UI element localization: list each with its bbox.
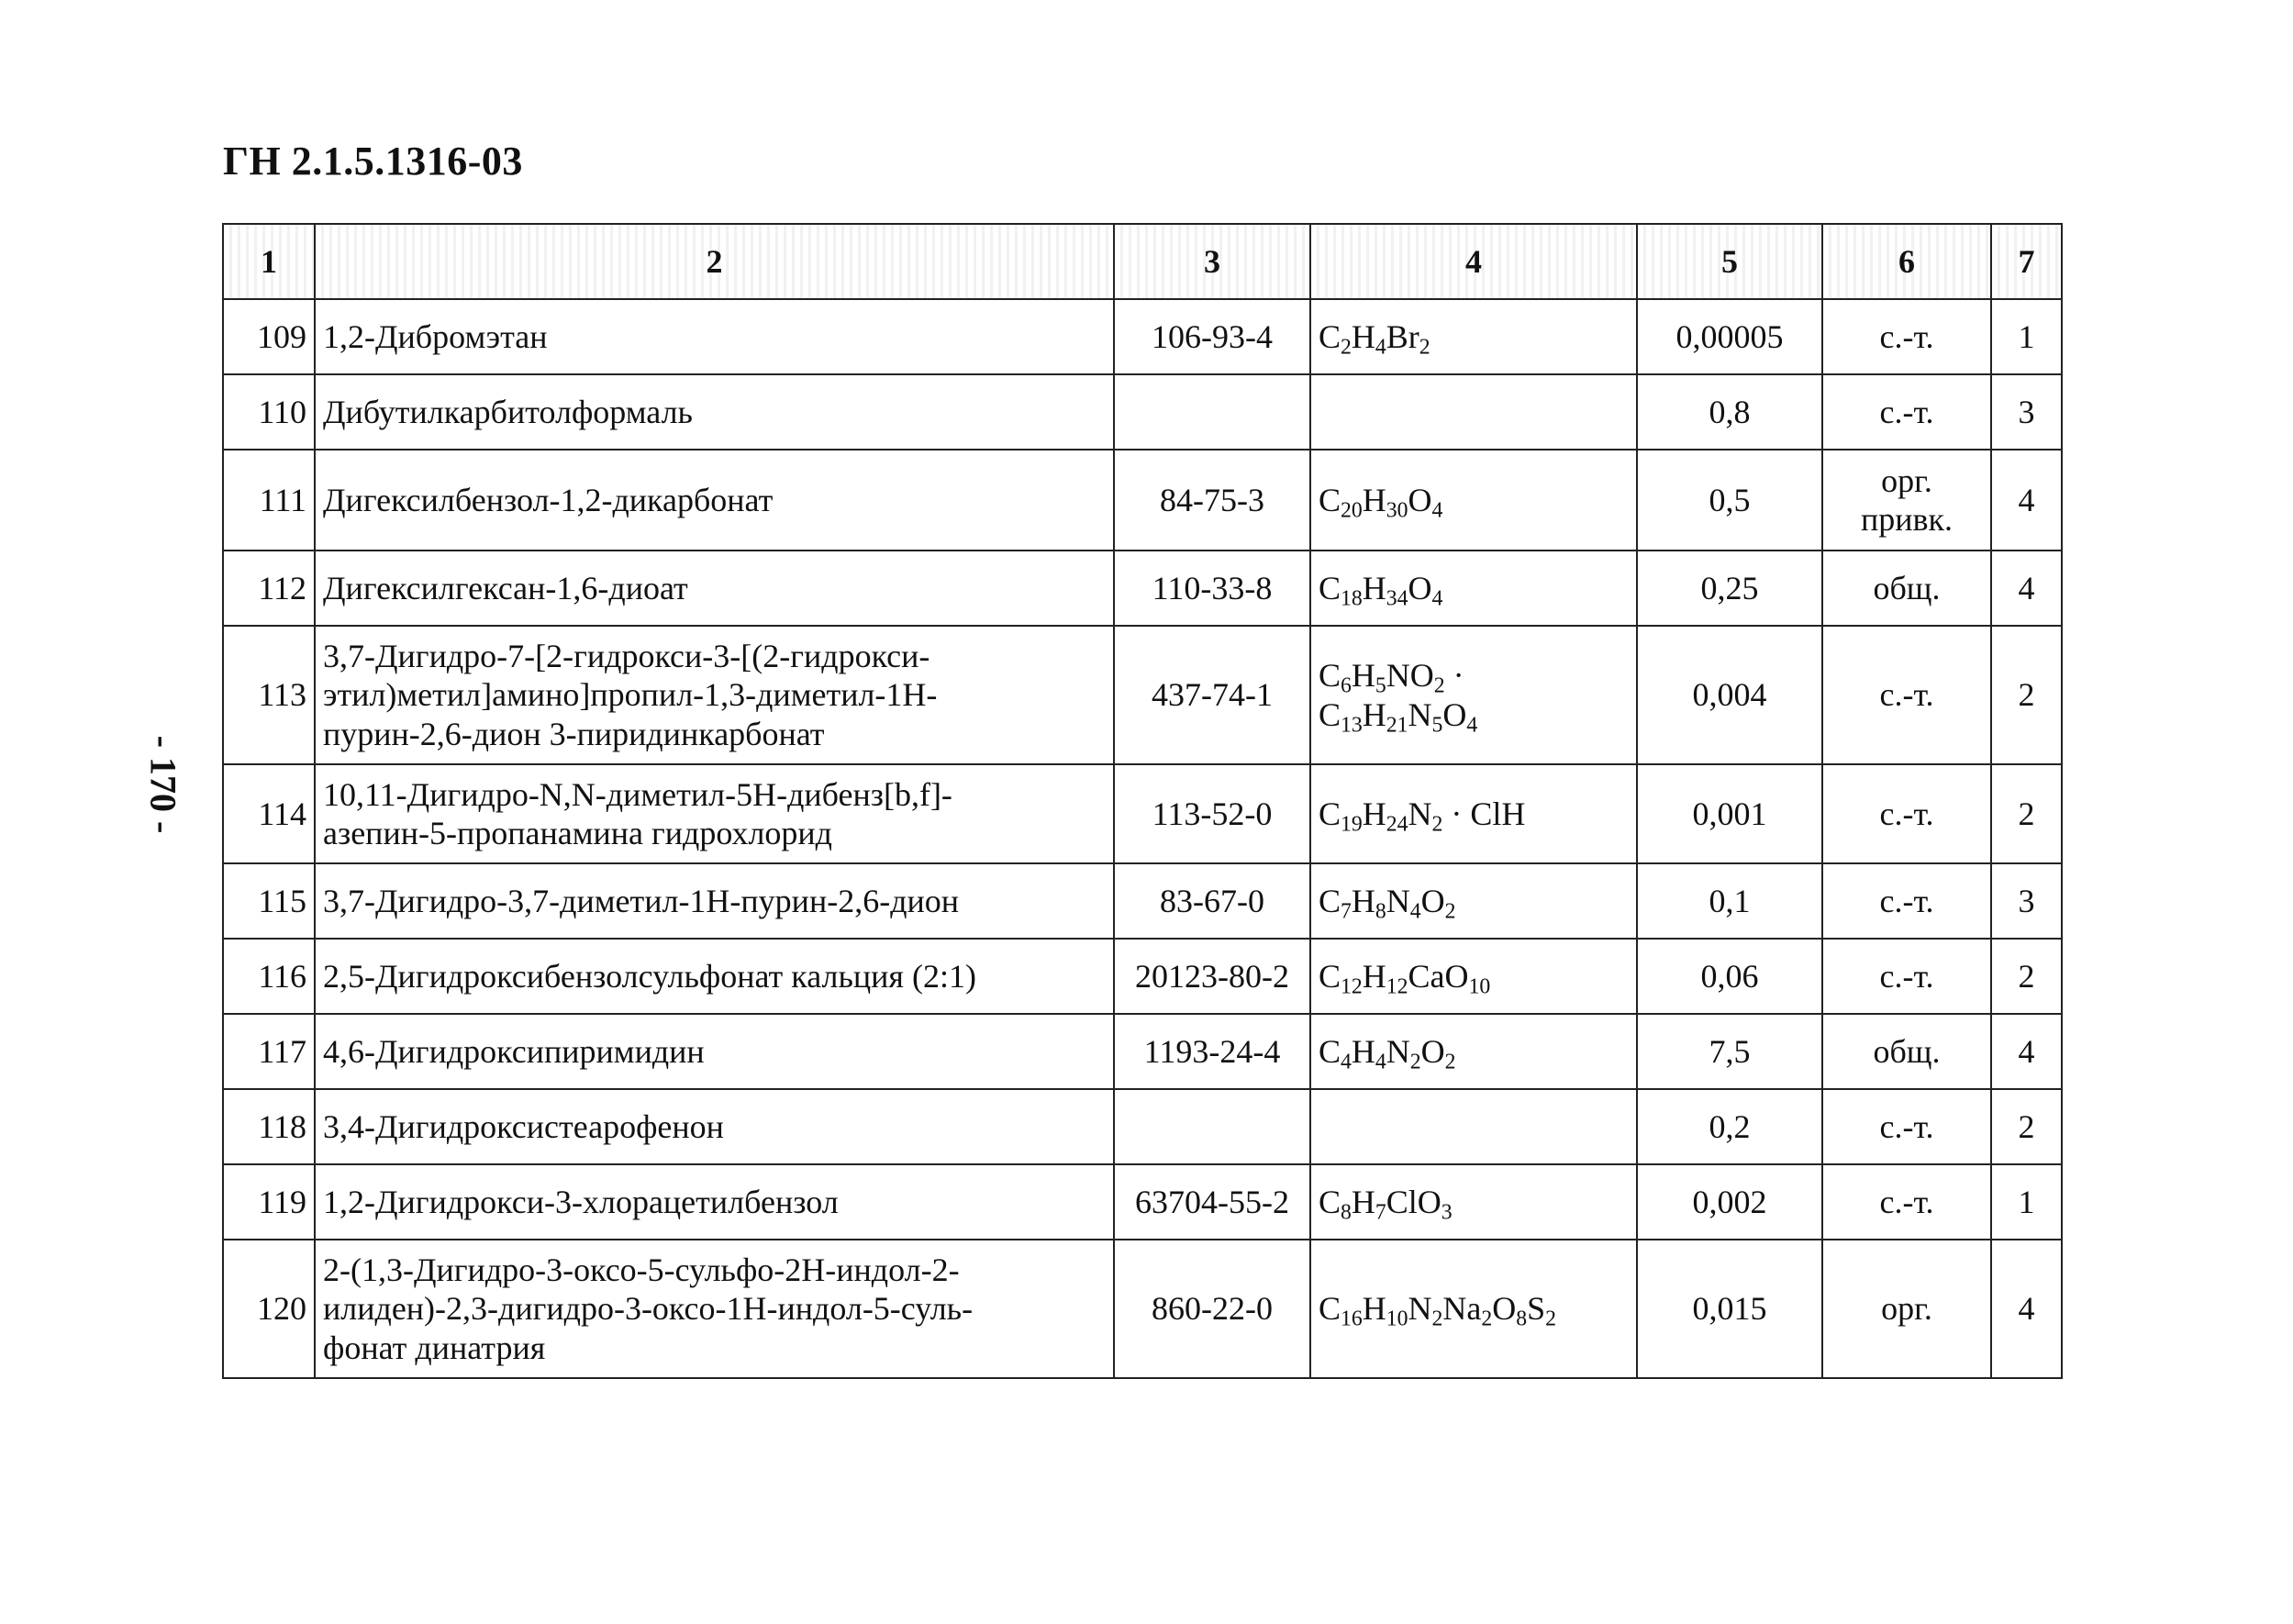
substances-table bbox=[222, 223, 2063, 1379]
hazard-class-cell: 4 bbox=[1991, 450, 2062, 551]
limit-value-cell: 0,1 bbox=[1637, 863, 1822, 939]
cas-number-cell bbox=[1114, 374, 1310, 450]
table-row bbox=[223, 374, 2062, 450]
hazard-class-cell: 4 bbox=[1991, 1240, 2062, 1378]
table-row bbox=[223, 1164, 2062, 1240]
formula-cell: $C_{18}H_{34}O_4$ bbox=[1310, 551, 1637, 626]
formula-cell: $C_{19}H_{24}N_2$ · ClH bbox=[1310, 764, 1637, 863]
cas-number-cell: 84-75-3 bbox=[1114, 450, 1310, 551]
limit-value-cell: 7,5 bbox=[1637, 1014, 1822, 1089]
substance-name-cell: Дигексилгексан-1,6-диоат bbox=[315, 551, 1114, 626]
hazard-class-cell: 2 bbox=[1991, 939, 2062, 1014]
hazard-indicator-cell: с.-т. bbox=[1822, 626, 1991, 764]
table-body bbox=[223, 299, 2062, 1378]
column-header: 4 bbox=[1310, 224, 1637, 299]
formula-cell: $C_7H_8N_4O_2$ bbox=[1310, 863, 1637, 939]
row-number-cell: 112 bbox=[223, 551, 315, 626]
limit-value-cell: 0,8 bbox=[1637, 374, 1822, 450]
row-number-cell: 113 bbox=[223, 626, 315, 764]
hazard-indicator-cell: орг. привк. bbox=[1822, 450, 1991, 551]
row-number-cell: 120 bbox=[223, 1240, 315, 1378]
row-number-cell: 118 bbox=[223, 1089, 315, 1164]
table-row bbox=[223, 939, 2062, 1014]
table-row bbox=[223, 1089, 2062, 1164]
cas-number-cell: 113-52-0 bbox=[1114, 764, 1310, 863]
formula-cell: $C_6H_5NO_2$ · $C_{13}H_{21}N_5O_4$ bbox=[1310, 626, 1637, 764]
limit-value-cell: 0,00005 bbox=[1637, 299, 1822, 374]
hazard-class-cell: 1 bbox=[1991, 1164, 2062, 1240]
table-row bbox=[223, 764, 2062, 863]
cas-number-cell bbox=[1114, 1089, 1310, 1164]
column-header: 2 bbox=[315, 224, 1114, 299]
hazard-indicator-cell: с.-т. bbox=[1822, 374, 1991, 450]
column-header: 5 bbox=[1637, 224, 1822, 299]
hazard-class-cell: 4 bbox=[1991, 551, 2062, 626]
row-number-cell: 114 bbox=[223, 764, 315, 863]
cas-number-cell: 437-74-1 bbox=[1114, 626, 1310, 764]
substance-name-cell: 3,4-Дигидроксистеарофенон bbox=[315, 1089, 1114, 1164]
column-header: 6 bbox=[1822, 224, 1991, 299]
limit-value-cell: 0,06 bbox=[1637, 939, 1822, 1014]
limit-value-cell: 0,5 bbox=[1637, 450, 1822, 551]
formula-cell: $C_{12}H_{12}CaO_{10}$ bbox=[1310, 939, 1637, 1014]
hazard-indicator-cell: общ. bbox=[1822, 551, 1991, 626]
cas-number-cell: 1193-24-4 bbox=[1114, 1014, 1310, 1089]
hazard-indicator-cell: общ. bbox=[1822, 1014, 1991, 1089]
table-row bbox=[223, 551, 2062, 626]
hazard-indicator-cell: с.-т. bbox=[1822, 764, 1991, 863]
column-header: 3 bbox=[1114, 224, 1310, 299]
formula-cell: $C_{20}H_{30}O_4$ bbox=[1310, 450, 1637, 551]
limit-value-cell: 0,2 bbox=[1637, 1089, 1822, 1164]
limit-value-cell: 0,002 bbox=[1637, 1164, 1822, 1240]
hazard-indicator-cell: с.-т. bbox=[1822, 1089, 1991, 1164]
table-row bbox=[223, 1240, 2062, 1378]
hazard-indicator-cell: с.-т. bbox=[1822, 939, 1991, 1014]
substance-name-cell: 3,7-Дигидро-3,7-диметил-1Н-пурин-2,6-дион bbox=[315, 863, 1114, 939]
substance-name-cell: 4,6-Дигидроксипиримидин bbox=[315, 1014, 1114, 1089]
cas-number-cell: 860-22-0 bbox=[1114, 1240, 1310, 1378]
row-number-cell: 109 bbox=[223, 299, 315, 374]
table-row bbox=[223, 299, 2062, 374]
document-code: ГН 2.1.5.1316-03 bbox=[223, 139, 523, 184]
row-number-cell: 117 bbox=[223, 1014, 315, 1089]
row-number-cell: 111 bbox=[223, 450, 315, 551]
row-number-cell: 115 bbox=[223, 863, 315, 939]
cas-number-cell: 106-93-4 bbox=[1114, 299, 1310, 374]
cas-number-cell: 83-67-0 bbox=[1114, 863, 1310, 939]
page-number: - 170 - bbox=[142, 735, 184, 834]
substance-name-cell: Дибутилкарбитолформаль bbox=[315, 374, 1114, 450]
hazard-class-cell: 3 bbox=[1991, 374, 2062, 450]
row-number-cell: 110 bbox=[223, 374, 315, 450]
substance-name-cell: Дигексилбензол-1,2-дикарбонат bbox=[315, 450, 1114, 551]
formula-cell: $C_4H_4N_2O_2$ bbox=[1310, 1014, 1637, 1089]
substance-name-cell: 1,2-Дигидрокси-3-хлорацетилбензол bbox=[315, 1164, 1114, 1240]
substance-name-cell: 2-(1,3-Дигидро-3-оксо-5-сульфо-2Н-индол-2- илиден)-2,3-дигидро-3-оксо-1Н-индол-5-суль- фонат динатрия bbox=[315, 1240, 1114, 1378]
table-row bbox=[223, 450, 2062, 551]
limit-value-cell: 0,015 bbox=[1637, 1240, 1822, 1378]
formula-cell bbox=[1310, 1089, 1637, 1164]
hazard-class-cell: 2 bbox=[1991, 764, 2062, 863]
limit-value-cell: 0,001 bbox=[1637, 764, 1822, 863]
hazard-indicator-cell: орг. bbox=[1822, 1240, 1991, 1378]
hazard-class-cell: 2 bbox=[1991, 626, 2062, 764]
limit-value-cell: 0,25 bbox=[1637, 551, 1822, 626]
row-number-cell: 116 bbox=[223, 939, 315, 1014]
hazard-class-cell: 1 bbox=[1991, 299, 2062, 374]
hazard-class-cell: 3 bbox=[1991, 863, 2062, 939]
formula-cell: $C_{16}H_{10}N_2Na_2O_8S_2$ bbox=[1310, 1240, 1637, 1378]
table-row bbox=[223, 863, 2062, 939]
hazard-indicator-cell: с.-т. bbox=[1822, 299, 1991, 374]
hazard-class-cell: 4 bbox=[1991, 1014, 2062, 1089]
limit-value-cell: 0,004 bbox=[1637, 626, 1822, 764]
cas-number-cell: 20123-80-2 bbox=[1114, 939, 1310, 1014]
hazard-class-cell: 2 bbox=[1991, 1089, 2062, 1164]
cas-number-cell: 110-33-8 bbox=[1114, 551, 1310, 626]
column-header: 1 bbox=[223, 224, 315, 299]
substance-name-cell: 3,7-Дигидро-7-[2-гидрокси-3-[(2-гидрокси- этил)метил]амино]пропил-1,3-диметил-1Н- пурин-2,6-дион 3-пиридинкарбонат bbox=[315, 626, 1114, 764]
table-header-row bbox=[223, 224, 2062, 299]
substance-name-cell: 1,2-Дибромэтан bbox=[315, 299, 1114, 374]
table-row bbox=[223, 626, 2062, 764]
column-header: 7 bbox=[1991, 224, 2062, 299]
substance-name-cell: 2,5-Дигидроксибензолсульфонат кальция (2:1) bbox=[315, 939, 1114, 1014]
formula-cell bbox=[1310, 374, 1637, 450]
row-number-cell: 119 bbox=[223, 1164, 315, 1240]
substance-name-cell: 10,11-Дигидро-N,N-диметил-5Н-дибенз[b,f]- азепин-5-пропанамина гидрохлорид bbox=[315, 764, 1114, 863]
cas-number-cell: 63704-55-2 bbox=[1114, 1164, 1310, 1240]
formula-cell: $C_2H_4Br_2$ bbox=[1310, 299, 1637, 374]
table-row bbox=[223, 1014, 2062, 1089]
formula-cell: $C_8H_7ClO_3$ bbox=[1310, 1164, 1637, 1240]
hazard-indicator-cell: с.-т. bbox=[1822, 1164, 1991, 1240]
hazard-indicator-cell: с.-т. bbox=[1822, 863, 1991, 939]
